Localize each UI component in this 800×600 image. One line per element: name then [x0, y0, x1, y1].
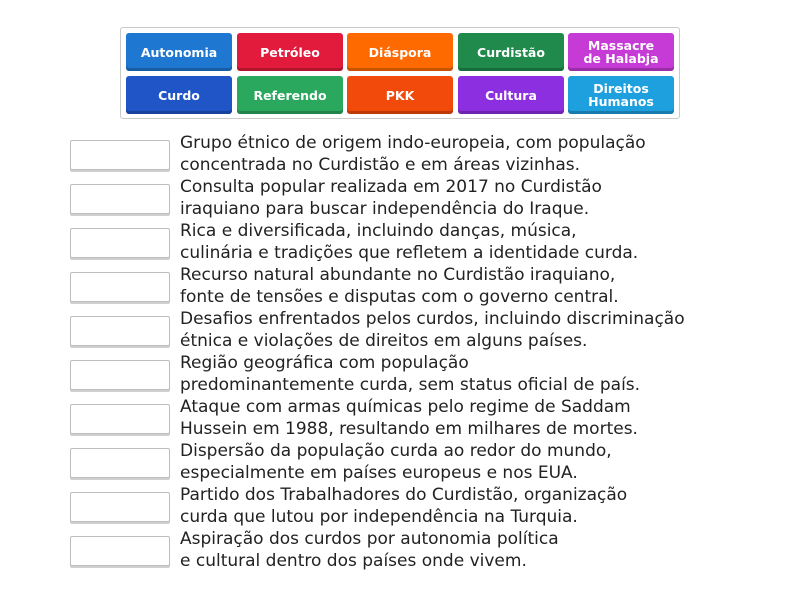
clue-text: Consulta popular realizada em 2017 no Curdistão iraquiano para buscar independência do Iraque. — [180, 177, 602, 219]
clue-row — [0, 440, 800, 484]
tile-pkk[interactable] — [347, 76, 453, 114]
tile-label: PKK — [385, 87, 415, 103]
clue-text: Recurso natural abundante no Curdistão iraquiano, fonte de tensões e disputas com o governo central. — [180, 265, 619, 307]
tile-curdistao[interactable] — [458, 33, 564, 71]
tile-referendo[interactable] — [237, 76, 343, 114]
clue-row — [0, 264, 800, 308]
drop-box[interactable] — [70, 184, 170, 214]
tile-petroleo[interactable] — [237, 33, 343, 71]
tile-label-line1: Direitos — [593, 81, 649, 96]
tile-label-line1: Massacre — [587, 38, 655, 53]
drop-box[interactable] — [70, 492, 170, 522]
clue-row — [0, 396, 800, 440]
clue-text: Grupo étnico de origem indo-europeia, com população concentrada no Curdistão e em áreas vizinhas. — [180, 133, 646, 175]
word-bank — [120, 27, 680, 119]
clue-text: Dispersão da população curda ao redor do mundo, especialmente em países europeus e nos EUA. — [180, 441, 612, 483]
drop-box[interactable] — [70, 404, 170, 434]
tile-label: Curdistão — [477, 44, 545, 60]
clue-text: Partido dos Trabalhadores do Curdistão, organização curda que lutou por independência na Turquia. — [180, 485, 628, 527]
clue-text: Região geográfica com população predominantemente curda, sem status oficial de país. — [180, 353, 641, 395]
drop-box[interactable] — [70, 536, 170, 566]
tile-label: Referendo — [253, 87, 327, 103]
drop-box[interactable] — [70, 360, 170, 390]
tile-label-line2: de Halabja — [583, 51, 659, 66]
tile-label: Cultura — [485, 87, 537, 103]
drop-box[interactable] — [70, 228, 170, 258]
tile-label-line2: Humanos — [588, 94, 654, 109]
clue-row — [0, 528, 800, 572]
tile-label: Petróleo — [260, 44, 320, 60]
clue-row — [0, 176, 800, 220]
tile-massacre-de-halabja[interactable] — [568, 33, 674, 71]
drop-box[interactable] — [70, 316, 170, 346]
clue-row — [0, 484, 800, 528]
drop-box[interactable] — [70, 448, 170, 478]
drop-box[interactable] — [70, 272, 170, 302]
clue-text: Ataque com armas químicas pelo regime de Saddam Hussein em 1988, resultando em milhares de mortes. — [180, 397, 638, 439]
drop-box[interactable] — [70, 140, 170, 170]
clue-text: Desafios enfrentados pelos curdos, incluindo discriminação étnica e violações de direitos em alguns países. — [180, 309, 685, 351]
clue-row — [0, 220, 800, 264]
clue-row — [0, 308, 800, 352]
clue-text: Rica e diversificada, incluindo danças, música, culinária e tradições que refletem a identidade curda. — [180, 221, 639, 263]
tile-label: Autonomia — [140, 44, 218, 60]
tile-autonomia[interactable] — [126, 33, 232, 71]
tile-direitos-humanos[interactable] — [568, 76, 674, 114]
clue-row — [0, 352, 800, 396]
clue-row — [0, 132, 800, 176]
tile-label: Curdo — [158, 87, 200, 103]
tile-label: Diáspora — [368, 44, 432, 60]
tile-diaspora[interactable] — [347, 33, 453, 71]
tile-cultura[interactable] — [458, 76, 564, 114]
clue-text: Aspiração dos curdos por autonomia política e cultural dentro dos países onde vivem. — [180, 529, 559, 571]
tile-curdo[interactable] — [126, 76, 232, 114]
